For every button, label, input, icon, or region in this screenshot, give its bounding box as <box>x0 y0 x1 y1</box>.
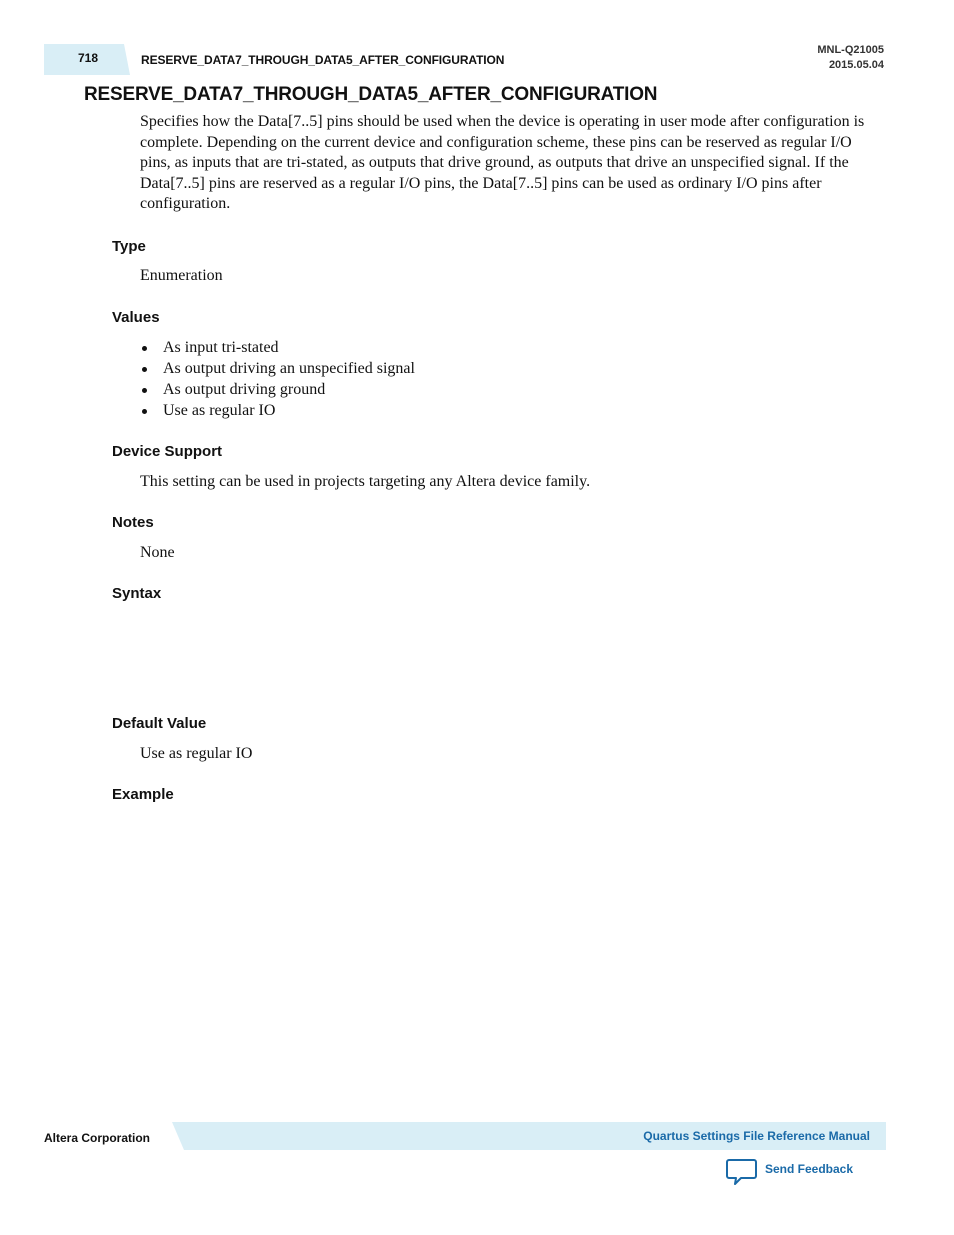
notes-text: None <box>140 544 175 561</box>
document-info <box>817 43 884 73</box>
type-heading: Type <box>112 238 146 255</box>
default-value-heading: Default Value <box>112 715 207 732</box>
example-heading: Example <box>112 786 174 803</box>
document-id: MNL-Q21005 <box>817 44 884 56</box>
device-support-heading: Device Support <box>112 443 223 460</box>
list-item: As output driving an unspecified signal <box>140 358 415 379</box>
values-list <box>140 337 415 421</box>
page-title: RESERVE_DATA7_THROUGH_DATA5_AFTER_CONFIGURATION <box>84 84 658 105</box>
manual-title-link[interactable]: Quartus Settings File Reference Manual <box>643 1129 870 1143</box>
list-item: As output driving ground <box>140 379 415 400</box>
company-name: Altera Corporation <box>44 1131 151 1145</box>
document-date: 2015.05.04 <box>828 59 884 71</box>
type-value: Enumeration <box>140 267 223 284</box>
page-number: 718 <box>77 51 99 65</box>
syntax-heading: Syntax <box>112 585 162 602</box>
send-feedback-link[interactable] <box>726 1158 853 1188</box>
values-heading: Values <box>112 309 160 326</box>
default-value-text: Use as regular IO <box>140 745 253 762</box>
device-support-text: This setting can be used in projects targeting any Altera device family. <box>140 473 591 490</box>
running-title: RESERVE_DATA7_THROUGH_DATA5_AFTER_CONFIGURATION <box>141 53 505 67</box>
send-feedback-label: Send Feedback <box>765 1162 854 1176</box>
speech-bubble-icon <box>726 1158 757 1186</box>
list-item: As input tri-stated <box>140 337 415 358</box>
setting-description: Specifies how the Data[7..5] pins should be used when the device is operating in user mode after configuration is complete. Depending on the current device and configuration scheme, these pins can be reserved as regular I/O pins, as inputs that are tri-stated, as outputs that drive ground, as outputs that drive an unspecified signal. If the Data[7..5] pins are reserved as a regular I/O pins, the Data[7..5] pins can be used as ordinary I/O pins after configuration. <box>140 113 865 213</box>
list-item: Use as regular IO <box>140 400 415 421</box>
notes-heading: Notes <box>112 514 154 531</box>
